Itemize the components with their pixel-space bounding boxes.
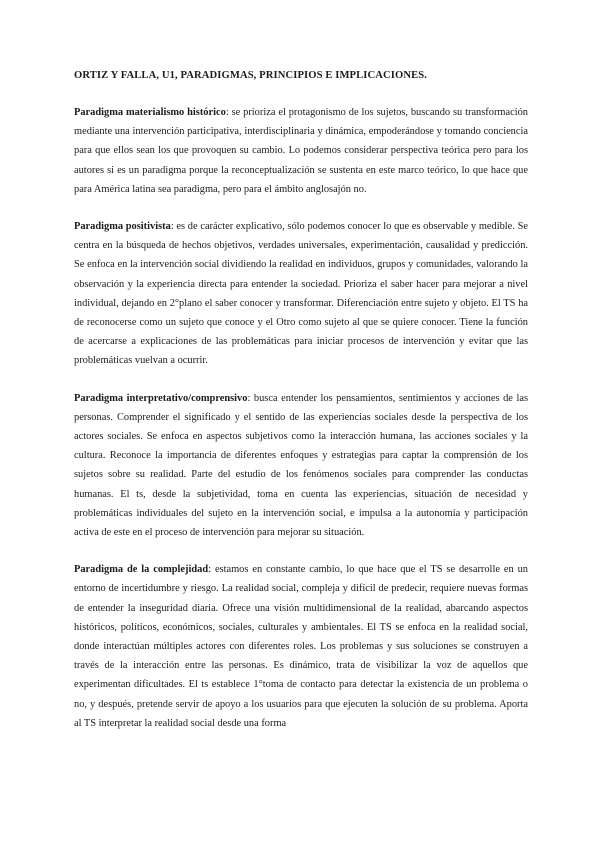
section-term: Paradigma de la complejidad — [74, 564, 209, 576]
section-body: : estamos en constante cambio, lo que hace que el TS se desarrolle en un entorno de incertidumbre y riesgo. La realidad social, compleja y difícil de predecir, requiere nuevas formas de entender la inseguridad diaria. Ofrece una visión multidimensional de la realidad, abarcando aspectos históricos, políticos, económicos, sociales, culturales y ambientales. El TS se enfoca en la realidad social, donde interactúan múltiples actores con diferentes roles. Los problemas y sus soluciones se construyen a través de la interacción entre las personas. Es dinámico, trata de visibilizar la voz de aquellos que experimentan dificultades. El ts establece 1°toma de contacto para detectar la existencia de un problema o no, y después, pretende servir de apoyo a los usuarios para que ejecuten la solución de su problema. Aporta al TS interpretar la realidad social desde una forma — [74, 564, 528, 729]
section-term: Paradigma interpretativo/comprensivo — [74, 392, 248, 404]
section-positivista — [74, 217, 528, 371]
section-materialismo-historico — [74, 103, 528, 199]
section-body: : es de carácter explicativo, sólo podemos conocer lo que es observable y medible. Se centra en la búsqueda de hechos objetivos, verdades universales, experimentación, causalidad y predicción. Se enfoca en la intervención social dividiendo la realidad en individuos, grupos y comunidades, valorando la observación y la experiencia directa para entender la sociedad. Prioriza el saber hacer para mejorar a nivel individual, dejando en 2°plano el saber conocer y transformar. Diferenciación entre sujeto y objeto. El TS ha de reconocerse como un sujeto que conoce y el Otro como sujeto al que se quiere conocer. Tiene la función de acercarse a explicaciones de las problemáticas para iniciar procesos de intervención y evitar que las problemáticas vuelvan a ocurrir. — [74, 221, 529, 367]
section-term: Paradigma positivista — [74, 221, 171, 233]
section-body: : busca entender los pensamientos, sentimientos y acciones de las personas. Comprender el significado y el sentido de las experiencias sociales desde la perspectiva de los actores sociales. Se enfoca en aspectos subjetivos como la interacción humana, las acciones sociales y la cultura. Reconoce la importancia de diferentes enfoques y estrategias para captar la comprensión de los sujetos sobre su realidad. Parte del estudio de los fenómenos sociales para comprender las conductas humanas. El ts, desde la subjetividad, toma en cuenta las experiencias, situación de necesidad y problemáticas individuales del sujeto en la intervención social, e impulsa a la autonomía y participación activa de este en el proceso de intervención para mejorar su situación. — [74, 392, 528, 539]
section-body: : se prioriza el protagonismo de los sujetos, buscando su transformación mediante una intervención participativa, interdisciplinaria y dinámica, empoderándose y tomando conciencia para que ellos sean los que provoquen su cambio. Lo podemos considerar perspectiva teórica pero para los autores si es un paradigma porque la reconceptualización se sustenta en este marco teórico, lo que hace que para América latina sea paradigma, pero para el ámbito anglosajón no. — [74, 107, 528, 195]
document-title: ORTIZ Y FALLA, U1, PARADIGMAS, PRINCIPIOS E IMPLICACIONES. — [74, 70, 427, 81]
section-interpretativo — [74, 389, 528, 543]
section-term: Paradigma materialismo histórico — [74, 107, 226, 118]
section-complejidad — [74, 560, 528, 733]
